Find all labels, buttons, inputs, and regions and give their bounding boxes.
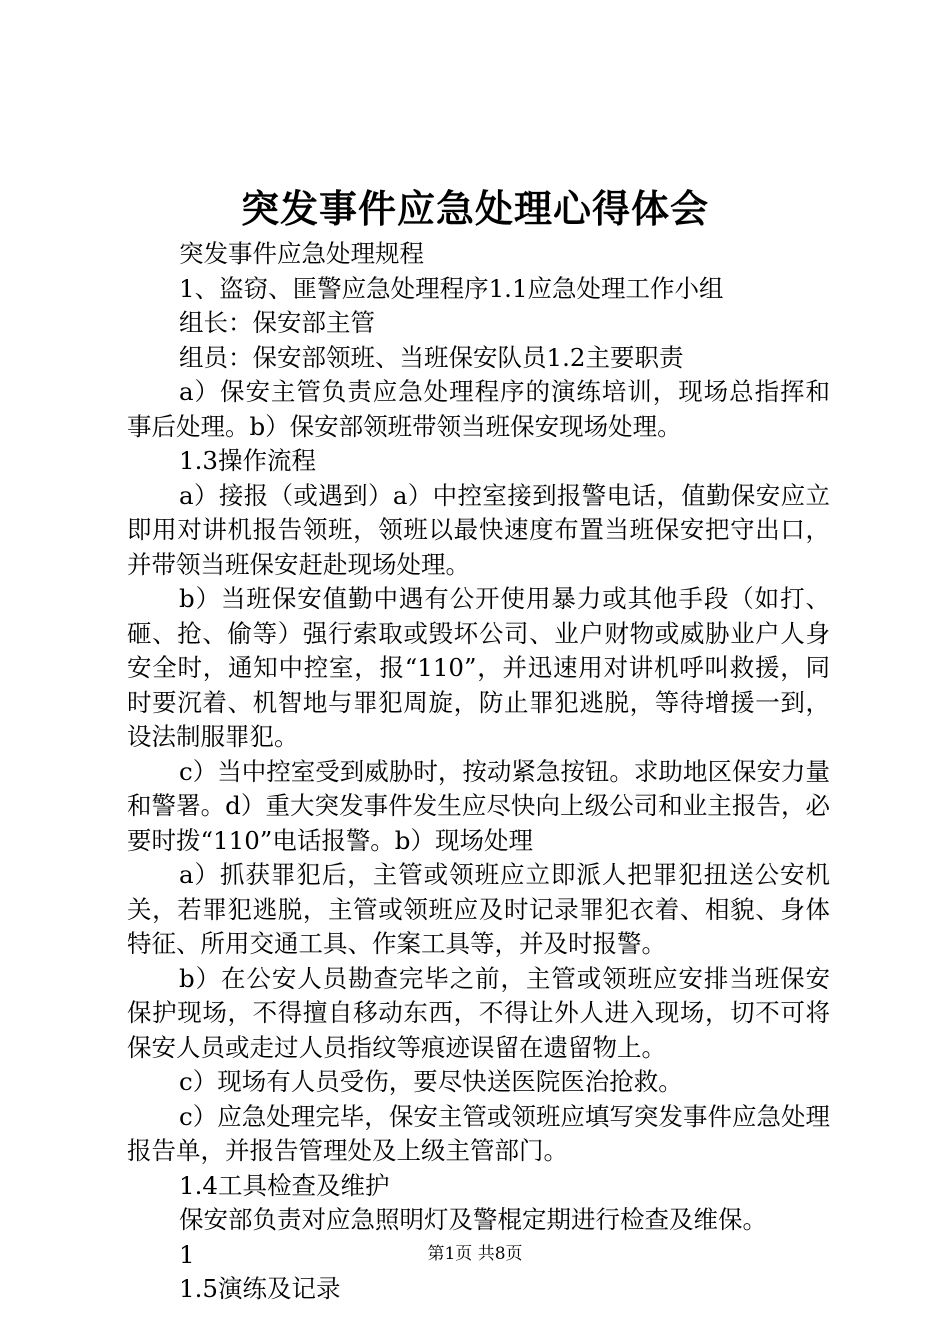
page-footer: 第1页 共8页 — [427, 1244, 523, 1264]
paragraph: a）接报（或遇到）a）中控室接到报警电话，值勤保安应立即用对讲机报告领班，领班以最快速度布置当班保安把守出口，并带领当班保安赶赴现场处理。 — [127, 480, 830, 579]
paragraph: b）当班保安值勤中遇有公开使用暴力或其他手段（如打、砸、抢、偷等）强行索取或毁坏公司、业户财物或威胁业户人身安全时，通知中控室，报“110”，并迅速用对讲机呼叫救援，同时要沉着、机智地与罪犯周旋，防止罪犯逃脱，等待增援一到，设法制服罪犯。 — [127, 584, 830, 751]
paragraph: b）在公安人员勘查完毕之前，主管或领班应安排当班保安保护现场，不得擅自移动东西，不得让外人进入现场，切不可将保安人员或走过人员指纹等痕迹误留在遗留物上。 — [127, 963, 830, 1062]
paragraph: c）应急处理完毕，保安主管或领班应填写突发事件应急处理报告单，并报告管理处及上级主管部门。 — [127, 1101, 830, 1165]
paragraph: c）现场有人员受伤，要尽快送医院医治抢救。 — [179, 1067, 683, 1096]
paragraph: 突发事件应急处理规程 — [179, 239, 424, 268]
paragraph: 1、盗窃、匪警应急处理程序1.1应急处理工作小组 — [179, 273, 724, 303]
paragraph: 组员：保安部领班、当班保安队员1.2主要职责 — [179, 342, 684, 372]
paragraph: 1.4工具检查及维护 — [179, 1170, 390, 1200]
paragraph: 1.5演练及记录 — [179, 1274, 341, 1303]
paragraph: 组长：保安部主管 — [179, 308, 375, 337]
paragraph: 保安部负责对应急照明灯及警棍定期进行检查及维保。 — [179, 1205, 767, 1234]
paragraph: 1 — [179, 1239, 195, 1269]
paragraph: c）当中控室受到威胁时，按动紧急按钮。求助地区保安力量和警署。d）重大突发事件发生应尽快向上级公司和业主报告，必要时拨“110”电话报警。b）现场处理 — [127, 756, 830, 855]
paragraph: a）保安主管负责应急处理程序的演练培训，现场总指挥和事后处理。b）保安部领班带领当班保安现场处理。 — [127, 377, 830, 441]
document-title: 突发事件应急处理心得体会 — [240, 186, 709, 231]
paragraph: 1.3操作流程 — [179, 446, 316, 475]
paragraph: a）抓获罪犯后，主管或领班应立即派人把罪犯扭送公安机关，若罪犯逃脱，主管或领班应及时记录罪犯衣着、相貌、身体特征、所用交通工具、作案工具等，并及时报警。 — [127, 860, 830, 958]
document-body — [127, 237, 830, 1307]
